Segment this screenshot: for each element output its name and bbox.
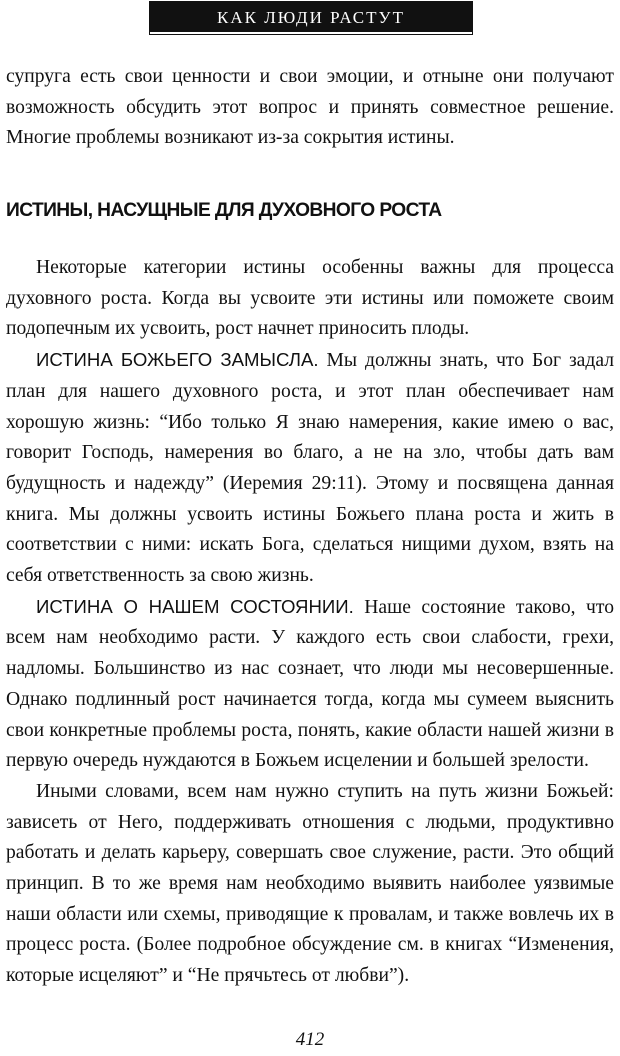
page-number: 412 [295,1029,325,1050]
design-lead: ИСТИНА БОЖЬЕГО ЗАМЫСЛА. [36,349,319,371]
running-head: КАК ЛЮДИ РАСТУТ [150,2,472,34]
design-body: Мы должны знать, что Бог задал план для нашего духовного роста, и этот план обеспечивает нам хорошую жизнь: “Ибо только Я знаю намерения, какие имею о вас, говорит Господь, намерения во благо, а не на зло, чтобы дать вам будущность и надежду” (Иеремия 29:11). Этому и посвящена данная книга. Мы должны усвоить истины Божьего плана роста и жить в соответствии с ними: искать Бога, сделаться нищими духом, взять на себя ответственность за свою жизнь. [6,350,614,587]
condition-paragraph [6,592,614,777]
intro-paragraph: Некоторые категории истины особенны важны для процесса духовного роста. Когда вы усвоите эти истины или поможете своим подопечным их усвоить, рост начнет приносить плоды. [6,257,614,340]
section-heading: ИСТИНЫ, НАСУЩНЫЕ ДЛЯ ДУХОВНОГО РОСТА [6,200,442,221]
words-paragraph: Иными словами, всем нам нужно ступить на путь жизни Божьей: зависеть от Него, поддерживать отношения с людьми, продуктивно работать и делать карьеру, совершать свое служение, расти. Это общий принцип. В то же время нам необходимо выявить наиболее уязвимые наши области или схемы, приводящие к провалам, и также вовлечь их в процесс роста. (Более подробное обсуждение см. в книгах “Изменения, которые исцеляют” и “Не прячьтесь от любви”). [6,780,614,987]
continuation-block [6,62,614,154]
continuation-paragraph: супруга есть свои ценности и свои эмоции, и отныне они получают возможность обсудить этот вопрос и принять совместное решение. Многие проблемы возникают из-за сокрытия истины. [6,66,614,149]
condition-body: Наше состояние таково, что всем нам необходимо расти. У каждого есть свои слабости, грехи, надломы. Большинство из нас сознает, что люди мы несовершенные. Однако подлинный рост начинается тогда, когда мы сумеем выяснить свои конкретные проблемы роста, понять, какие области нашей жизни в первую очередь нуждаются в Божьем исцелении и большей зрелости. [6,596,614,772]
condition-lead: ИСТИНА О НАШЕМ СОСТОЯНИИ. [36,595,354,617]
main-text [6,253,614,992]
design-paragraph [6,345,614,592]
